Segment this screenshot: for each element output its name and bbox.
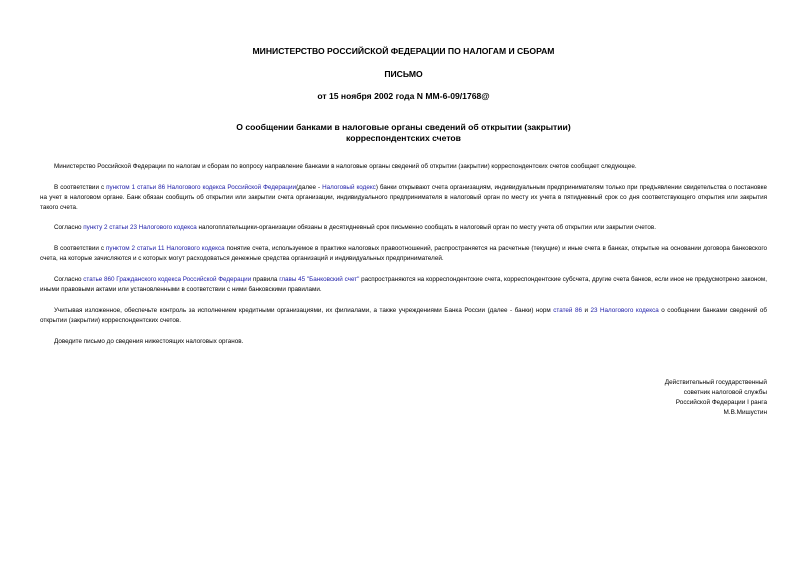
document-subject-line2: корреспондентских счетов <box>346 133 461 143</box>
paragraph-closing <box>40 337 767 347</box>
paragraph-text: Доведите письмо до сведения нижестоящих налоговых органов. <box>54 338 244 345</box>
signature-line: советник налоговой службы <box>683 389 767 396</box>
paragraph-article-23 <box>40 223 767 233</box>
paragraph-text: о сообщении банками сведений об открытии (закрытии) корреспондентских счетов. <box>40 307 767 324</box>
document-type: ПИСЬМО <box>384 69 423 79</box>
link-tax-code[interactable]: Налоговый кодекс <box>322 184 376 191</box>
paragraph-intro <box>40 162 767 172</box>
paragraph-control <box>40 306 767 326</box>
paragraph-text: В соответствии с <box>54 245 107 252</box>
ministry-title: МИНИСТЕРСТВО РОССИЙСКОЙ ФЕДЕРАЦИИ ПО НАЛОГАМ И СБОРАМ <box>252 46 555 56</box>
paragraph-article-86 <box>40 183 767 213</box>
signatory-name: М.В.Мишустин <box>723 409 767 416</box>
paragraph-article-11 <box>40 244 767 264</box>
paragraph-text: В соответствии с <box>54 184 107 191</box>
signature-block <box>665 378 767 418</box>
paragraph-text: Согласно <box>54 224 84 231</box>
link-article-23-tax-code[interactable]: 23 Налогового кодекса <box>590 307 659 314</box>
link-article-86[interactable]: статей 86 <box>553 307 582 314</box>
link-chapter-45-bank-account[interactable]: главы 45 "Банковский счет" <box>279 276 360 283</box>
paragraph-text: ) банки открывают счета организациям, индивидуальным предпринимателям только при предъявлении свидетельства о постановке на учет в налоговом органе. Банк обязан сообщить об открытии или закрытии счета организации, индивидуального предпринимателя в налоговый орган по месту их учета в пятидневный срок со дня соответствующего открытия или закрытия такого счета. <box>40 184 767 211</box>
signature-line: Российской Федерации I ранга <box>675 399 767 406</box>
signature-line: Действительный государственный <box>664 379 767 386</box>
link-article-86-tax-code[interactable]: пунктом 1 статьи 86 Налогового кодекса Российской Федерации <box>106 184 297 191</box>
paragraph-text: распространяются на корреспондентские счета, корреспондентские субсчета, другие счета банков, если иное не предусмотрено законом, иными правовыми актами или установленными в соответствии с ними банковскими правилами. <box>40 276 768 293</box>
paragraph-text: Согласно <box>54 276 84 283</box>
paragraph-text: (далее - <box>296 184 323 191</box>
paragraph-text: правила <box>251 276 280 283</box>
paragraph-text: и <box>581 307 591 314</box>
paragraph-text: Учитывая изложенное, обеспечьте контроль за исполнением кредитными организациями, их филиалами, а также учреждениями Банка России (далее - банки) норм <box>54 307 554 314</box>
paragraph-text: Министерство Российской Федерации по налогам и сборам по вопросу направление банками в налоговые органы сведений об открытии (закрытии) корреспондентских счетов сообщает следующее. <box>54 163 637 170</box>
document-subject-line1: О сообщении банками в налоговые органы сведений об открытии (закрытии) <box>236 122 571 132</box>
link-article-23-tax-code[interactable]: пункту 2 статьи 23 Налогового кодекса <box>83 224 197 231</box>
document-date-number: от 15 ноября 2002 года N ММ-6-09/1768@ <box>317 91 490 101</box>
link-article-860-civil-code[interactable]: статье 860 Гражданского кодекса Российской Федерации <box>83 276 252 283</box>
paragraph-text: понятие счета, используемое в практике налоговых правоотношений, распространяется на расчетные (текущие) и иные счета в банках, открытые на основании договора банковского счета, на которые зачисляются и с которых могут расходоваться денежные средства организаций и индивидуальных предпринимателей. <box>40 245 767 262</box>
paragraph-article-860 <box>40 275 767 295</box>
link-article-11-tax-code[interactable]: пунктом 2 статьи 11 Налогового кодекса <box>106 245 225 252</box>
paragraph-text: налогоплательщики-организации обязаны в десятидневный срок письменно сообщать в налоговый орган по месту учета об открытии или закрытии счетов. <box>196 224 656 231</box>
